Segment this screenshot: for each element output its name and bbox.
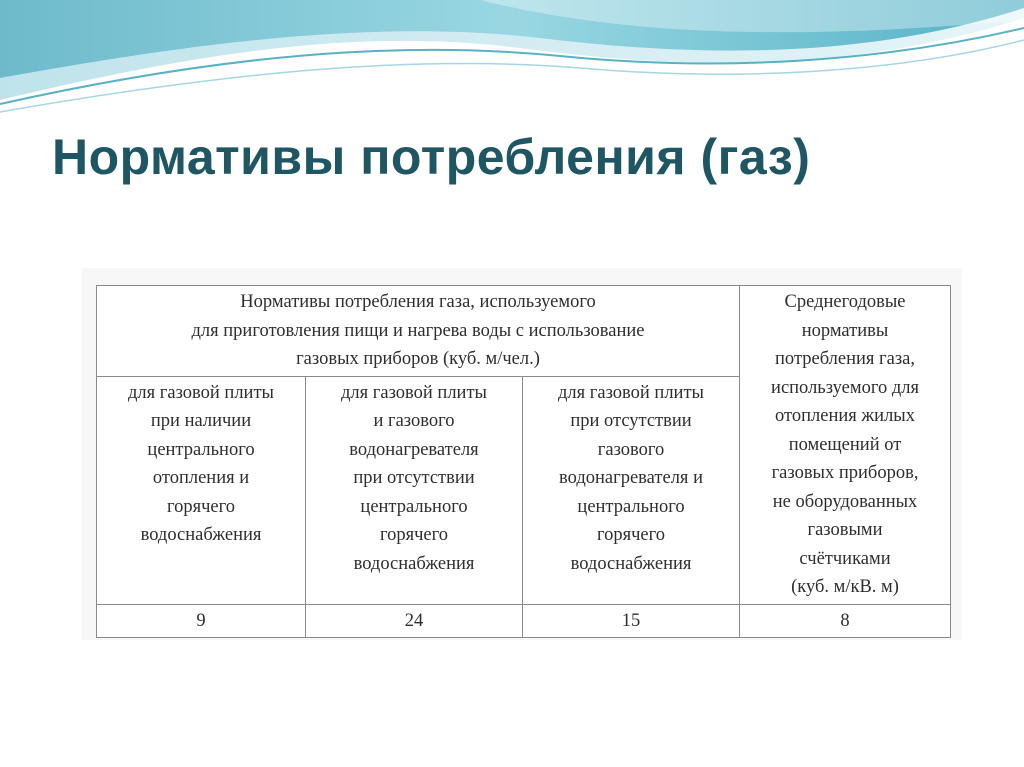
value-cell: 24 <box>306 604 523 638</box>
table-values-row <box>97 604 951 638</box>
subheader-cell-stove-water-heater: для газовой плиты и газового водонагревателя при отсутствии центрального горячего водоснабжения <box>306 376 523 604</box>
slide-title: Нормативы потребления (газ) <box>52 129 811 185</box>
subheader-cell-stove-no-water-heater: для газовой плиты при отсутствии газового водонагревателя и центрального горячего водоснабжения <box>523 376 740 604</box>
subheader-cell-stove-central-heating: для газовой плиты при наличии центрального отопления и горячего водоснабжения <box>97 376 306 604</box>
value-cell: 8 <box>740 604 951 638</box>
group-header-cell: Нормативы потребления газа, используемого для приготовления пищи и нагрева воды с использование газовых приборов (куб. м/чел.) <box>97 286 740 377</box>
heating-norm-header-cell: Среднегодовые нормативы потребления газа, используемого для отопления жилых помещений от газовых приборов, не оборудованных газовыми счётчиками (куб. м/кВ. м) <box>740 286 951 605</box>
value-cell: 9 <box>97 604 306 638</box>
value-cell: 15 <box>523 604 740 638</box>
gas-norms-table <box>96 285 951 638</box>
table-header-row <box>97 286 951 377</box>
decorative-waves <box>0 0 1024 130</box>
